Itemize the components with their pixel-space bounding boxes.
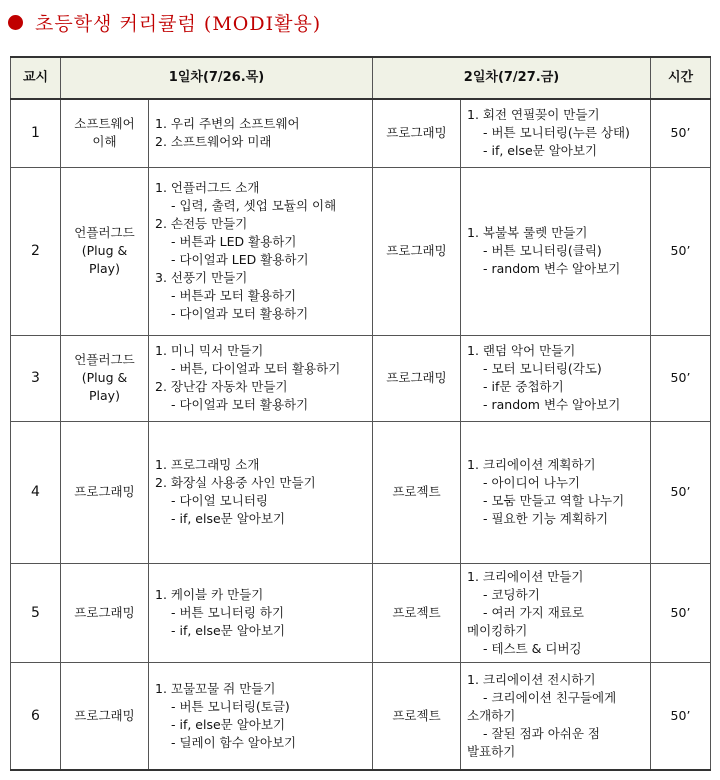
day2-content-cell (461, 335, 651, 421)
lesson-line: 1. 복불복 룰렛 만들기 (467, 225, 588, 240)
lesson-line: 2. 장난감 자동차 만들기 (155, 379, 288, 394)
subject-line: 소프트웨어 (74, 116, 135, 132)
lesson-line: - 버튼 모니터링(누른 상태) (483, 125, 630, 141)
table-row (11, 662, 711, 770)
day2-type-cell: 프로그래밍 (373, 167, 461, 335)
subject-cell (61, 662, 149, 770)
subject-line: Play) (89, 388, 120, 403)
table-row (11, 563, 711, 662)
period-cell: 1 (11, 99, 61, 167)
subject-line: 프로그래밍 (74, 484, 135, 499)
period-cell: 4 (11, 421, 61, 563)
lesson-line: 2. 손전등 만들기 (155, 216, 248, 231)
table-header-row (11, 57, 711, 99)
period-cell: 6 (11, 662, 61, 770)
lesson-line: - 버튼 모니터링(토글) (171, 698, 290, 714)
lesson-line: - 모둠 만들고 역할 나누기 (483, 493, 625, 508)
day1-content-cell (149, 662, 373, 770)
subject-line: 언플러그드 (74, 352, 135, 367)
lesson-line: - 여러 가지 재료로 (483, 604, 584, 620)
lesson-line: 1. 랜덤 악어 만들기 (467, 343, 576, 358)
lesson-line: - 버튼과 모터 활용하기 (171, 288, 297, 303)
lesson-line: 1. 꼬물꼬물 쥐 만들기 (155, 680, 276, 696)
lesson-line: - 잘된 점과 아쉬운 점 (483, 725, 601, 741)
curriculum-table (10, 56, 711, 771)
period-cell: 3 (11, 335, 61, 421)
header-day1: 1일차(7/26.목) (61, 57, 373, 99)
subject-line: (Plug & (81, 243, 128, 258)
day1-content-cell (149, 335, 373, 421)
day1-content-cell (149, 99, 373, 167)
subject-cell (61, 563, 149, 662)
lesson-line: - if, else문 알아보기 (171, 622, 286, 638)
lesson-line: 1. 크리에이션 만들기 (467, 568, 584, 584)
day2-type-cell: 프로젝트 (373, 421, 461, 563)
day1-content-cell (149, 167, 373, 335)
lesson-line: - 다이얼과 LED 활용하기 (171, 252, 309, 267)
table-body (11, 99, 711, 770)
lesson-line: - 버튼, 다이얼과 모터 활용하기 (171, 361, 341, 376)
time-cell: 50’ (651, 421, 711, 563)
table-row (11, 99, 711, 167)
subject-line: 프로그래밍 (74, 604, 135, 620)
lesson-line: 1. 케이블 카 만들기 (155, 586, 264, 602)
day2-content-cell (461, 662, 651, 770)
day1-content-cell (149, 563, 373, 662)
lesson-line: 메이킹하기 (467, 622, 528, 638)
subject-line: 언플러그드 (74, 225, 135, 240)
lesson-line: - if, else문 알아보기 (171, 716, 286, 732)
day2-content-cell (461, 421, 651, 563)
time-cell: 50’ (651, 99, 711, 167)
period-cell: 5 (11, 563, 61, 662)
lesson-line: 1. 크리에이션 전시하기 (467, 671, 596, 687)
lesson-line: - 입력, 출력, 셋업 모듈의 이해 (171, 198, 337, 213)
time-cell: 50’ (651, 563, 711, 662)
header-day2: 2일차(7/27.금) (373, 57, 651, 99)
lesson-line: 3. 선풍기 만들기 (155, 270, 248, 285)
table-row (11, 335, 711, 421)
day2-type-cell: 프로그래밍 (373, 335, 461, 421)
lesson-line: 1. 우리 주변의 소프트웨어 (155, 116, 300, 132)
lesson-line: - if, else문 알아보기 (171, 511, 286, 526)
lesson-line: 2. 소프트웨어와 미래 (155, 134, 272, 150)
page-title: 초등학생 커리큘럼 (MODI활용) (35, 12, 322, 35)
lesson-line: - 다이얼과 모터 활용하기 (171, 397, 309, 412)
header-period: 교시 (11, 57, 61, 99)
subject-line: 이해 (92, 134, 117, 150)
lesson-line: 1. 미니 믹서 만들기 (155, 343, 264, 358)
lesson-line: - 버튼과 LED 활용하기 (171, 234, 297, 249)
lesson-line: - 아이디어 나누기 (483, 475, 580, 490)
day2-type-cell: 프로그래밍 (373, 99, 461, 167)
lesson-line: - random 변수 알아보기 (483, 261, 621, 276)
lesson-line: - 딜레이 함수 알아보기 (171, 734, 297, 750)
lesson-line: 소개하기 (467, 707, 516, 723)
lesson-line: - if문 중첩하기 (483, 379, 564, 394)
lesson-line: 1. 언플러그드 소개 (155, 180, 260, 195)
page-title-bar (8, 6, 321, 38)
subject-cell (61, 335, 149, 421)
time-cell: 50’ (651, 335, 711, 421)
header-time: 시간 (651, 57, 711, 99)
lesson-line: - 크리에이션 친구들에게 (483, 689, 617, 705)
lesson-line: - 버튼 모니터링 하기 (171, 604, 285, 620)
lesson-line: - if, else문 알아보기 (483, 143, 598, 159)
day2-type-cell: 프로젝트 (373, 662, 461, 770)
day2-content-cell (461, 563, 651, 662)
period-cell: 2 (11, 167, 61, 335)
lesson-line: - 테스트 & 디버깅 (483, 640, 582, 656)
table-row (11, 421, 711, 563)
day1-content-cell (149, 421, 373, 563)
subject-cell (61, 99, 149, 167)
lesson-line: 1. 크리에이션 계획하기 (467, 457, 596, 472)
subject-line: 프로그래밍 (74, 707, 135, 723)
day2-type-cell: 프로젝트 (373, 563, 461, 662)
time-cell: 50’ (651, 167, 711, 335)
time-cell: 50’ (651, 662, 711, 770)
subject-cell (61, 167, 149, 335)
lesson-line: - 필요한 기능 계획하기 (483, 511, 609, 526)
lesson-line: - 다이얼과 모터 활용하기 (171, 306, 309, 321)
bullet-dot-icon (8, 15, 23, 30)
day2-content-cell (461, 99, 651, 167)
subject-line: Play) (89, 261, 120, 276)
day2-content-cell (461, 167, 651, 335)
subject-cell (61, 421, 149, 563)
table-row (11, 167, 711, 335)
lesson-line: - 모터 모니터링(각도) (483, 361, 602, 376)
lesson-line: 2. 화장실 사용중 사인 만들기 (155, 475, 316, 490)
subject-line: (Plug & (81, 370, 128, 385)
lesson-line: - 코딩하기 (483, 586, 540, 602)
lesson-line: 1. 회전 연필꽂이 만들기 (467, 107, 600, 123)
lesson-line: - random 변수 알아보기 (483, 397, 621, 412)
lesson-line: 발표하기 (467, 743, 516, 759)
lesson-line: - 버튼 모니터링(클릭) (483, 243, 602, 258)
lesson-line: - 다이얼 모니터링 (171, 493, 268, 508)
lesson-line: 1. 프로그래밍 소개 (155, 457, 260, 472)
